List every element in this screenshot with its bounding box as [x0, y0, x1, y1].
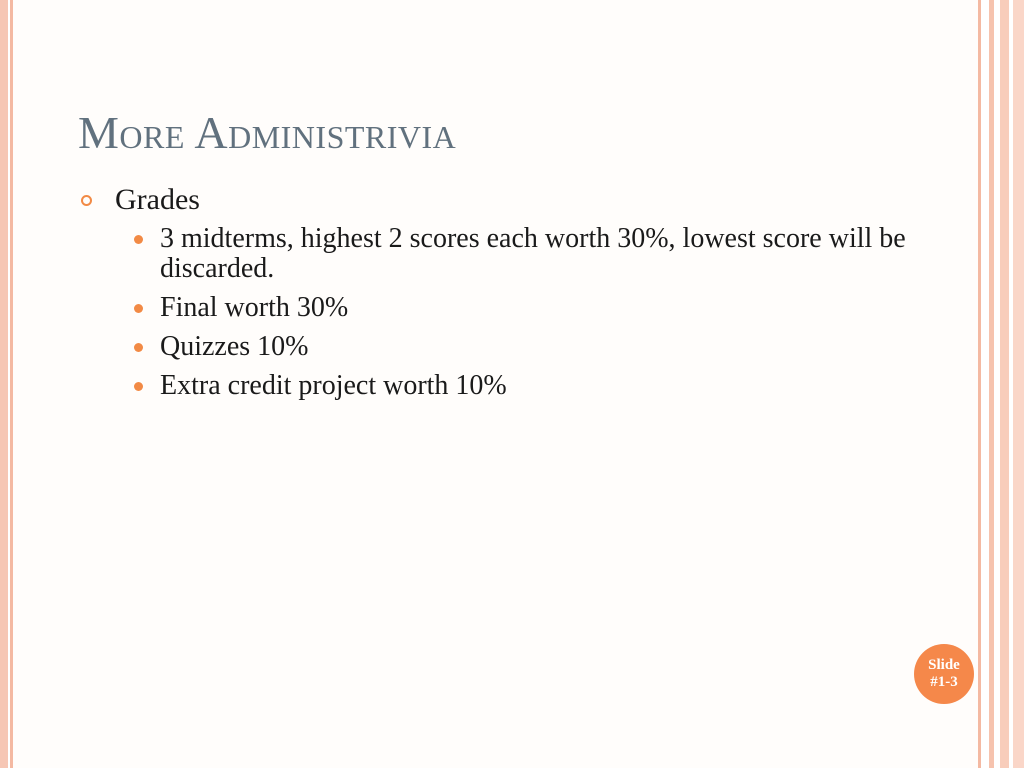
sub-bullet-item [78, 332, 938, 362]
dot-bullet-icon [134, 343, 143, 352]
sub-bullet-item [78, 293, 938, 323]
frame-stripe-right [1000, 0, 1009, 768]
frame-stripe-right-outer [1013, 0, 1024, 768]
slide-body [78, 182, 938, 410]
sub-bullet-item [78, 371, 938, 401]
slide-title: More Administrivia [78, 107, 457, 158]
slide-number-badge [914, 644, 974, 704]
sub-bullet-text: Extra credit project worth 10% [160, 370, 507, 401]
sub-bullet-text: 3 midterms, highest 2 scores each worth 30%, lowest score will be discarded. [160, 223, 906, 284]
bullet-item [78, 182, 938, 218]
frame-stripe-left-inner [10, 0, 13, 768]
frame-stripe-right-gap [981, 0, 989, 768]
dot-bullet-icon [134, 235, 143, 244]
sub-bullet-text: Quizzes 10% [160, 331, 309, 362]
dot-bullet-icon [134, 304, 143, 313]
sub-bullet-text: Final worth 30% [160, 292, 349, 323]
bullet-text: Grades [115, 183, 200, 216]
ring-bullet-icon [81, 195, 92, 206]
slide-badge-line2: #1-3 [930, 674, 958, 690]
frame-stripe-left [0, 0, 8, 768]
dot-bullet-icon [134, 382, 143, 391]
slide-badge-line1: Slide [928, 657, 960, 673]
sub-bullet-item [78, 224, 938, 284]
